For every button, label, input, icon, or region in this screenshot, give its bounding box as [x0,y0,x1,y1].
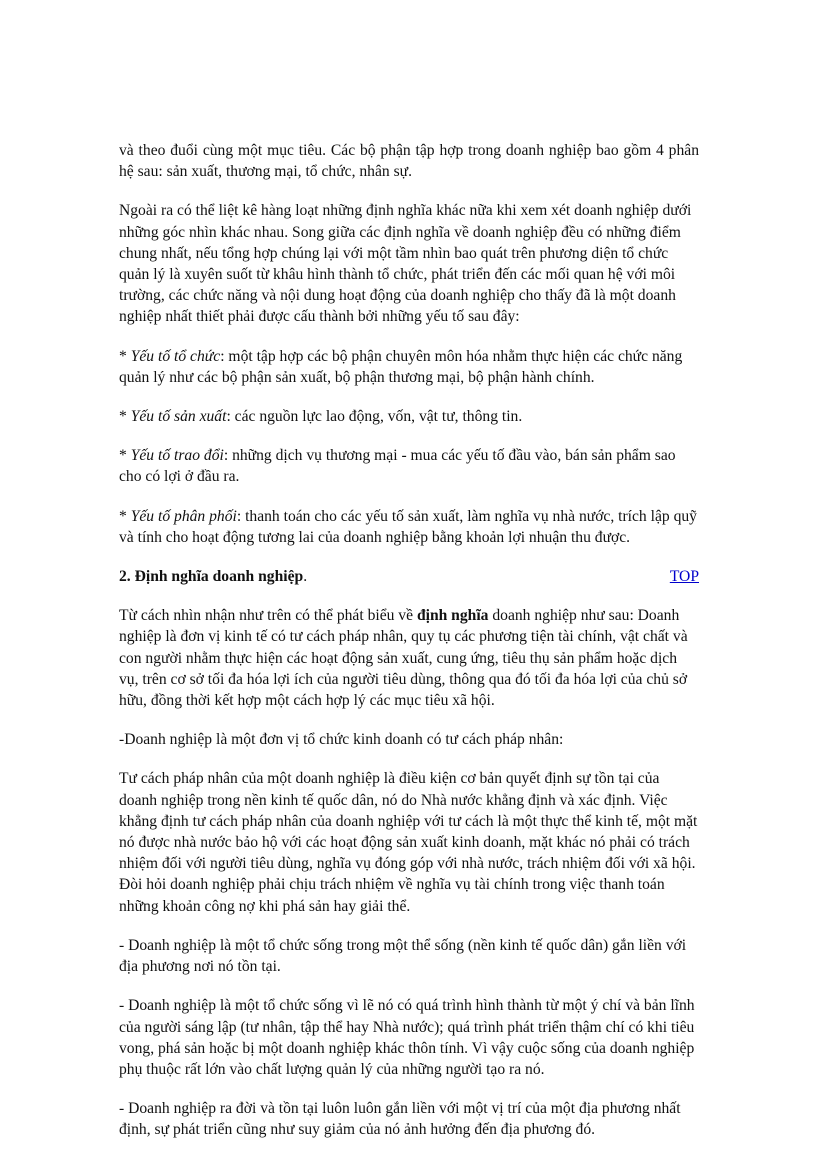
paragraph-living-organization: - Doanh nghiệp là một tổ chức sống trong một thể sống (nền kinh tế quốc dân) gắn liền với địa phương nơi nó tồn tại. [119,936,687,976]
factor-bullet: * [119,507,131,525]
factor-bullet: * [119,447,131,465]
document-page [119,140,699,1159]
section-heading-text: 2. Định nghĩa doanh nghiệp [119,568,304,586]
factor-text: : một tập hợp các bộ phận chuyên môn hóa nhằm thực hiện các chức năng quản lý như các bộ phận sản xuất, bộ phận thương mại, bộ phận hành chính. [119,347,683,386]
paragraph-definition [119,605,699,711]
paragraph-legal-title: -Doanh nghiệp là một đơn vị tổ chức kinh doanh có tư cách pháp nhân: [119,731,564,749]
top-link[interactable]: TOP [669,568,699,586]
factor-bullet: * [119,347,131,365]
paragraph-intro-1: và theo đuổi cùng một mục tiêu. Các bộ phận tập hợp trong doanh nghiệp bao gồm 4 phân hệ sau: sản xuất, thương mại, tổ chức, nhân sự. [119,142,699,181]
factor-text: : các nguồn lực lao động, vốn, vật tư, thông tin. [226,408,523,426]
factor-production [119,406,699,427]
factor-distribution [119,506,699,548]
definition-bold: định nghĩa [416,607,489,625]
factor-term: Yếu tố trao đổi [130,447,224,465]
section-heading-suffix: . [303,568,308,586]
factor-text: : thanh toán cho các yếu tố sản xuất, làm nghĩa vụ nhà nước, trích lập quỹ và tính cho hoạt động tương lai của doanh nghiệp bằng khoản lợi nhuận thu được. [119,507,697,546]
factor-organization [119,346,699,388]
paragraph-location: - Doanh nghiệp ra đời và tồn tại luôn luôn gắn liền với một vị trí của một địa phương nhất định, sự phát triển cũng như suy giảm của nó ảnh hưởng đến địa phương đó. [119,1100,681,1139]
section-heading [119,566,307,587]
paragraph-lifecycle: - Doanh nghiệp là một tổ chức sống vì lẽ nó có quá trình hình thành từ một ý chí và bản lĩnh của người sáng lập (tư nhân, tập thể hay Nhà nước); quá trình phát triển thậm chí có khi tiêu vong, phá sản hoặc bị một doanh nghiệp khác thôn tính. Vì vậy cuộc sống của doanh nghiệp phụ thuộc rất lớn vào chất lượng quản lý của những người tạo ra nó. [119,997,695,1078]
factor-exchange [119,445,699,487]
factor-term: Yếu tố sản xuất [130,408,227,426]
paragraph-intro-2: Ngoài ra có thể liệt kê hàng loạt những định nghĩa khác nữa khi xem xét doanh nghiệp dưới những góc nhìn khác nhau. Song giữa các định nghĩa về doanh nghiệp đều có những điểm chung nhất, nếu tổng hợp chúng lại với một tầm nhìn bao quát trên phương diện tổ chức quản lý là xuyên suốt từ khâu hình thành tổ chức, phát triển đến các mối quan hệ với môi trường, các chức năng và nội dung hoạt động của doanh nghiệp cho thấy đã là một doanh nghiệp nhất thiết phải được cấu thành bởi những yếu tố sau đây: [119,202,692,326]
factor-text: : những dịch vụ thương mại - mua các yếu tố đầu vào, bán sản phẩm sao cho có lợi ở đầu ra. [119,447,676,486]
factor-bullet: * [119,408,131,426]
factor-term: Yếu tố tổ chức [130,347,221,365]
section-heading-row [119,566,699,587]
factor-term: Yếu tố phân phối [130,507,237,525]
definition-before: Từ cách nhìn nhận như trên có thể phát biểu về [119,607,417,625]
paragraph-legal-body: Tư cách pháp nhân của một doanh nghiệp là điều kiện cơ bản quyết định sự tồn tại của doanh nghiệp trong nền kinh tế quốc dân, nó do Nhà nước khẳng định và xác định. Việc khẳng định tư cách pháp nhân của doanh nghiệp với tư cách là một thực thể kinh tế, một mặt nó được nhà nước bảo hộ với các hoạt động sản xuất kinh doanh, mặt khác nó phải có trách nhiệm đối với người tiêu dùng, nghĩa vụ đóng góp với nhà nước, trách nhiệm đối với xã hội. Đòi hỏi doanh nghiệp phải chịu trách nhiệm về nghĩa vụ tài chính trong việc thanh toán những khoản công nợ khi phá sản hay giải thể. [119,770,698,915]
definition-after: doanh nghiệp như sau: Doanh nghiệp là đơn vị kinh tế có tư cách pháp nhân, quy tụ các phương tiện tài chính, vật chất và con người nhằm thực hiện các hoạt động sản xuất, cung ứng, tiêu thụ sản phẩm hoặc dịch vụ, trên cơ sở tối đa hóa lợi ích của người tiêu dùng, thông qua đó tối đa hóa lợi của chủ sở hữu, đồng thời kết hợp một cách hợp lý các mục tiêu xã hội. [119,607,688,710]
